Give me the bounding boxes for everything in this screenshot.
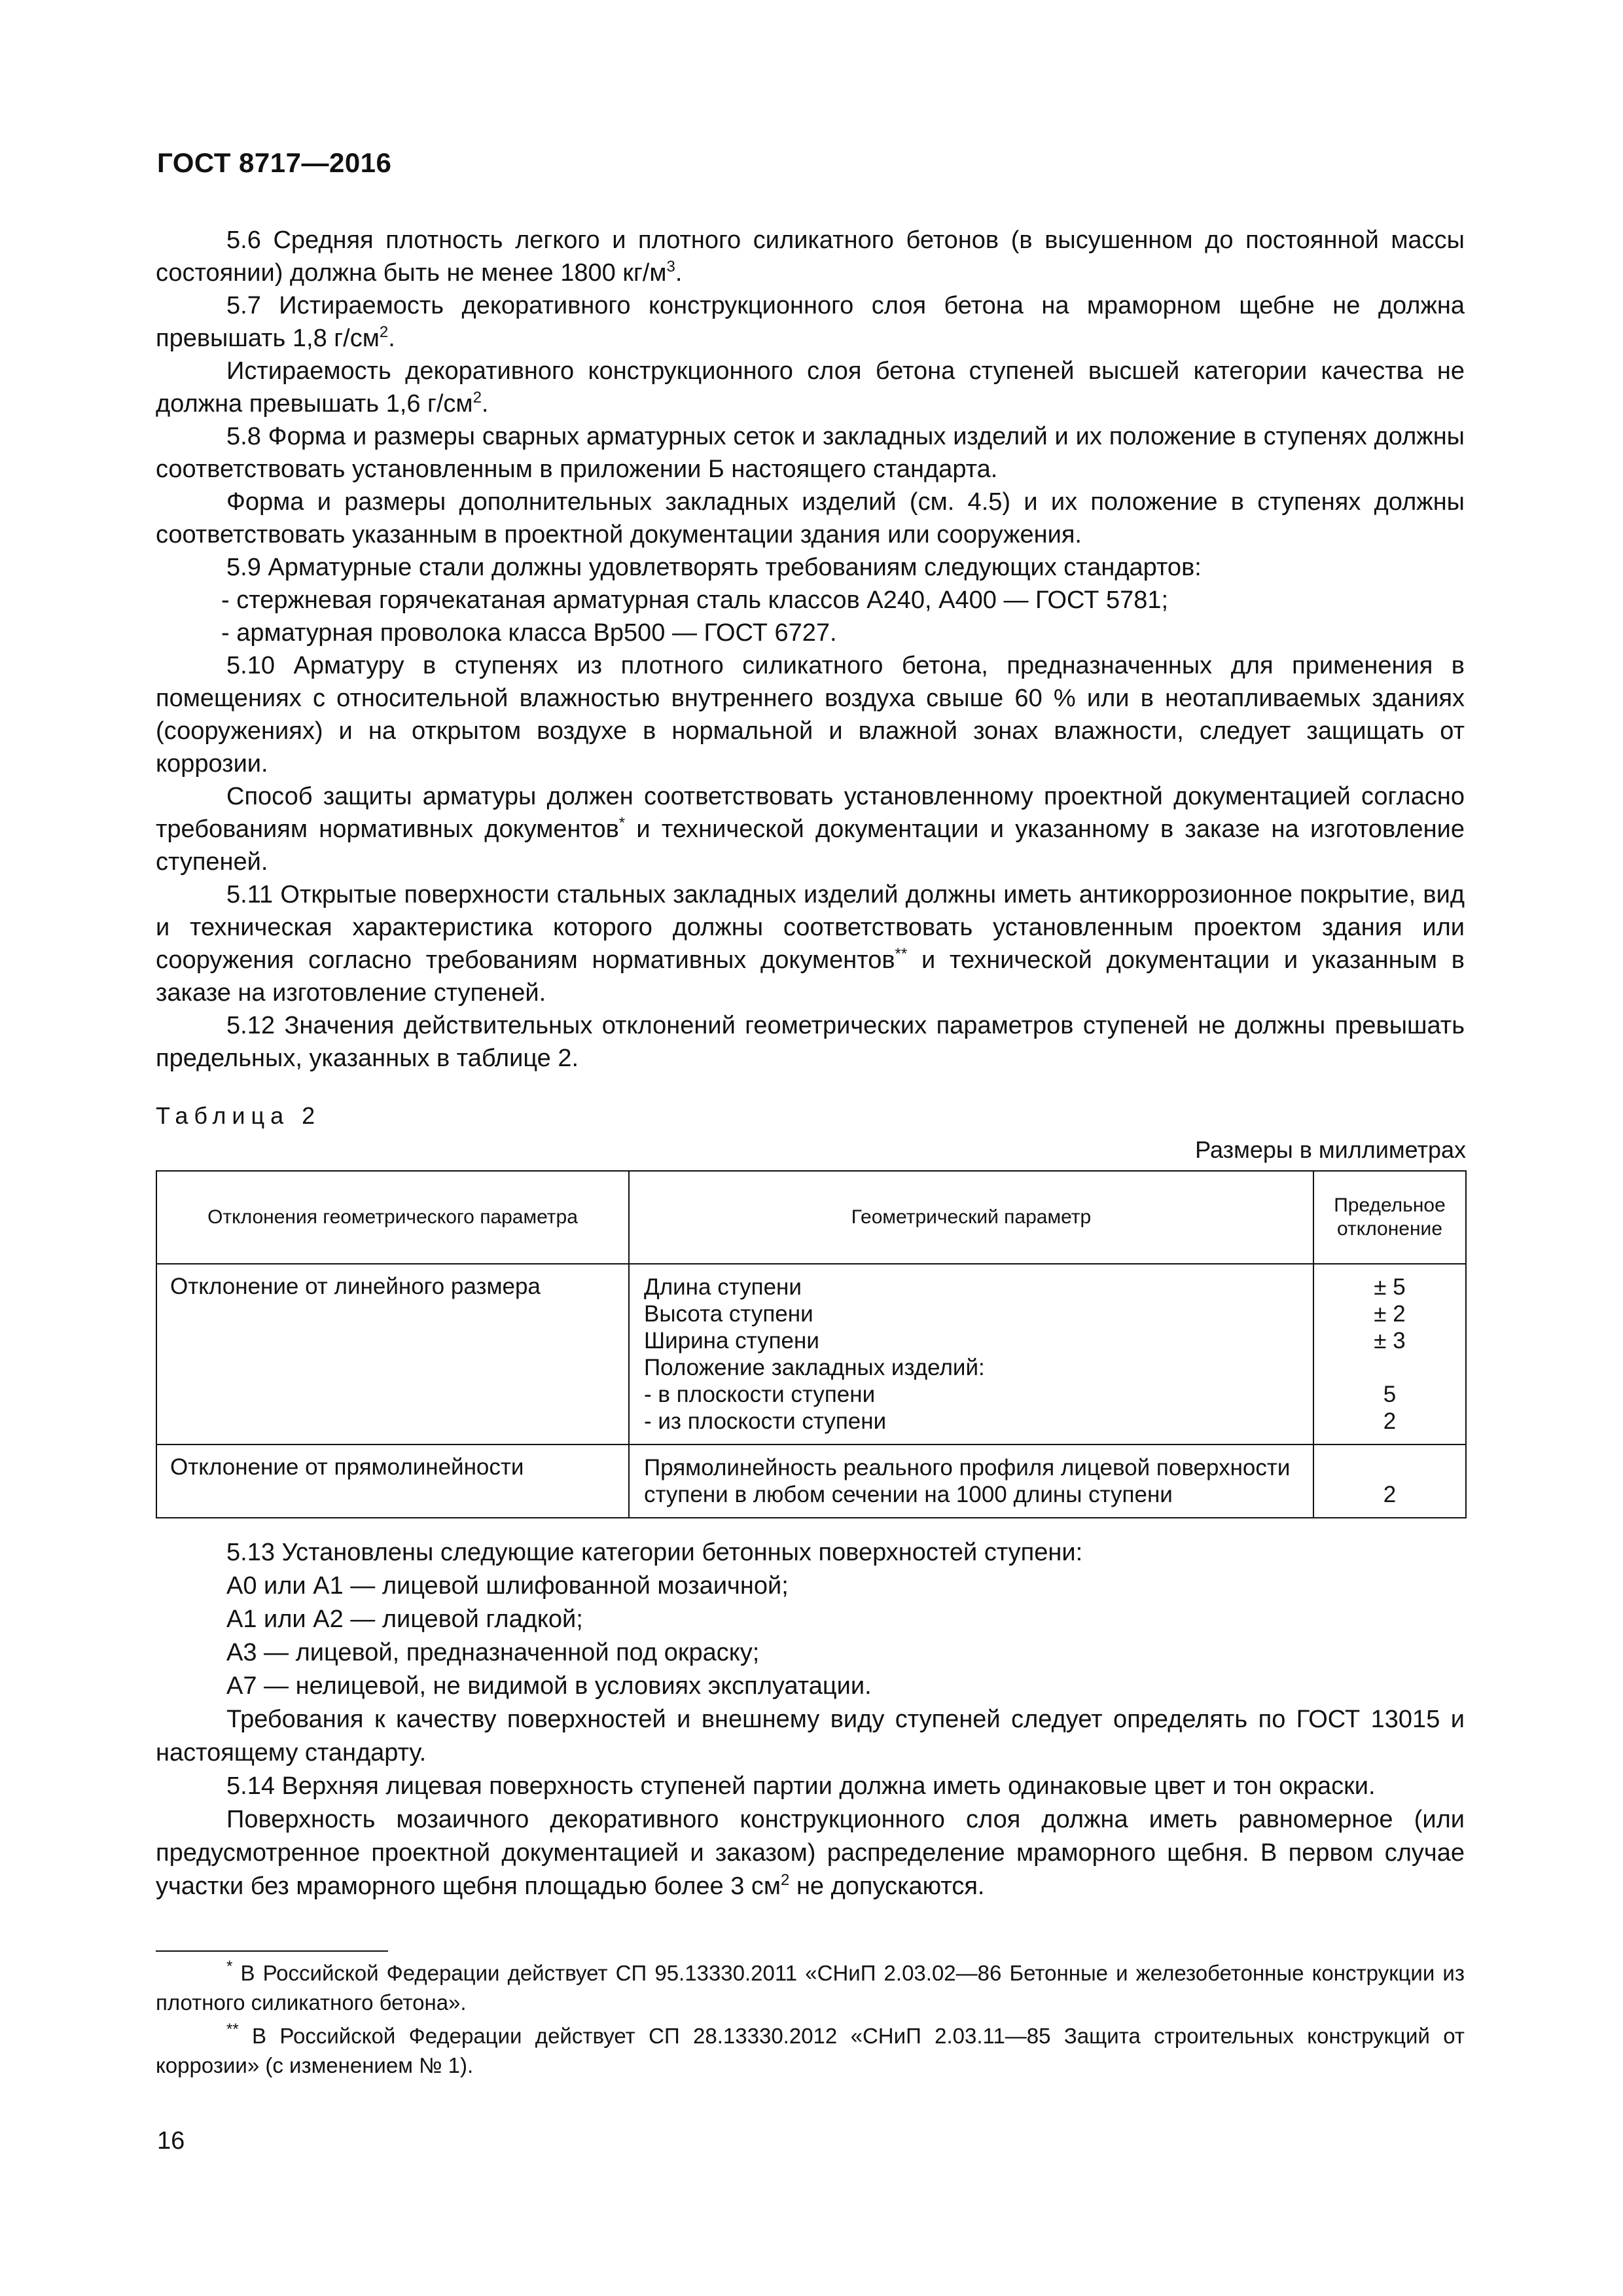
clause-5-14-extra: Поверхность мозаичного декоративного конструкционного слоя должна иметь равномерное (или предусмотренное проектной документацией и заказом) распределение мраморного щебня. В первом случае участки без мраморного щебня площадью более 3 $см^2$ не допускаются. [156, 1806, 1465, 1900]
clause-5-13-item: А1 или А2 — лицевой гладкой; [226, 1605, 583, 1633]
value-line [1321, 1354, 1459, 1381]
clause-5-9-item-1: - стержневая горячекатаная арматурная сталь классов А240, А400 — ГОСТ 5781; [221, 586, 1169, 614]
clause-5-13-extra: Требования к качеству поверхностей и внешнему виду ступеней следует определять по ГОСТ 13015 и настоящему стандарту. [156, 1706, 1465, 1767]
deviations-table [156, 1170, 1467, 1518]
clause-5-13-item: А7 — нелицевой, не видимой в условиях эксплуатации. [226, 1672, 872, 1700]
value-line: 2 [1383, 1482, 1397, 1507]
table-header-row [156, 1171, 1466, 1264]
param-line: Длина ступени [644, 1274, 802, 1300]
clause-5-7-extra: Истираемость декоративного конструкционного слоя бетона ступеней высшей категории качества не должна превышать 1,6 $г/см^2$. [156, 357, 1465, 418]
clauses-block-2 [156, 1536, 1465, 1903]
clauses-block-1 [156, 224, 1465, 1075]
clause-5-13: 5.13 Установлены следующие категории бетонных поверхностей ступени: [226, 1539, 1083, 1566]
clause-5-9: 5.9 Арматурные стали должны удовлетворять требованиям следующих стандартов: [226, 554, 1202, 581]
clause-5-13-item: А3 — лицевой, предназначенной под окраску; [226, 1639, 760, 1666]
clause-5-10: 5.10 Арматуру в ступенях из плотного силикатного бетона, предназначенных для применения в помещениях с относительной влажностью внутреннего воздуха свыше 60 % или в неотапливаемых зданиях (сооружениях) и на открытом воздухе в нормальной и влажной зонах влажности, следует защищать от коррозии. [156, 652, 1465, 778]
clause-5-7: 5.7 Истираемость декоративного конструкционного слоя бетона на мраморном щебне не должна превышать 1,8 $г/см^2$. [156, 292, 1465, 352]
table-caption: Таблица 2 [156, 1102, 321, 1129]
table-row [156, 1264, 1466, 1444]
footnote-1: * В Российской Федерации действует СП 95.13330.2011 «СНиП 2.03.02—86 Бетонные и железобетонные конструкции из плотного силикатного бетона». [156, 1958, 1465, 2015]
table-header-parameter: Геометрический параметр [629, 1171, 1313, 1264]
value-line: ± 3 [1374, 1328, 1406, 1354]
clause-5-10-extra: Способ защиты арматуры должен соответствовать установленному проектной документацией согласно требованиям нормативных документов* и технической документации и указанному в заказе на изготовление ступеней. [156, 783, 1465, 876]
clause-5-11: 5.11 Открытые поверхности стальных закладных изделий должны иметь антикоррозионное покрытие, вид и техническая характеристика которого должны соответствовать установленным проектом здания или сооружения согласно требованиям нормативных документов** и технической документации и указанным в заказе на изготовление ступеней. [156, 881, 1465, 1007]
table-cell-params [629, 1264, 1313, 1444]
table-cell-params: Прямолинейность реального профиля лицевой поверхности ступени в любом сечении на 1000 длины ступени [629, 1444, 1313, 1518]
clause-5-8: 5.8 Форма и размеры сварных арматурных сеток и закладных изделий и их положение в ступенях должны соответствовать установленным в приложении Б настоящего стандарта. [156, 423, 1465, 483]
footnote-2: ** В Российской Федерации действует СП 28.13330.2012 «СНиП 2.03.11—85 Защита строительных конструкций от коррозии» (с изменением № 1). [156, 2020, 1465, 2077]
table-units: Размеры в миллиметрах [1195, 1136, 1466, 1163]
footnotes [156, 1958, 1465, 2084]
param-line: Положение закладных изделий: [644, 1355, 985, 1380]
value-line: 5 [1383, 1382, 1397, 1407]
table-row [156, 1444, 1466, 1518]
clause-5-14: 5.14 Верхняя лицевая поверхность ступеней партии должна иметь одинаковые цвет и тон окраски. [226, 1772, 1376, 1800]
value-line: ± 2 [1374, 1301, 1406, 1327]
clause-5-13-item: А0 или А1 — лицевой шлифованной мозаичной; [226, 1572, 789, 1600]
table-cell-values [1313, 1264, 1466, 1444]
table-cell-values [1313, 1444, 1466, 1518]
param-line: Ширина ступени [644, 1328, 819, 1354]
table-header-deviation: Отклонения геометрического параметра [156, 1171, 629, 1264]
param-line: - из плоскости ступени [644, 1408, 887, 1434]
value-line: ± 5 [1374, 1274, 1406, 1300]
table-cell-group: Отклонение от прямолинейности [156, 1444, 629, 1518]
clause-5-8-extra: Форма и размеры дополнительных закладных изделий (см. 4.5) и их положение в ступенях должны соответствовать указанным в проектной документации здания или сооружения. [156, 488, 1465, 548]
table-cell-group: Отклонение от линейного размера [156, 1264, 629, 1444]
param-line: Высота ступени [644, 1301, 813, 1327]
table-header-limit: Предельное отклонение [1313, 1171, 1466, 1264]
value-line: 2 [1383, 1408, 1397, 1434]
clause-5-6: 5.6 Средняя плотность легкого и плотного силикатного бетонов (в высушенном до постоянной массы состоянии) должна быть не менее 1800 $кг/м^3$. [156, 226, 1465, 287]
param-line: - в плоскости ступени [644, 1382, 876, 1407]
footnote-divider [156, 1950, 388, 1952]
clause-5-12: 5.12 Значения действительных отклонений геометрических параметров ступеней не должны превышать предельных, указанных в таблице 2. [156, 1012, 1465, 1072]
clause-5-9-item-2: - арматурная проволока класса Вр500 — ГОСТ 6727. [221, 619, 837, 647]
document-header: ГОСТ 8717—2016 [157, 147, 392, 178]
page-number: 16 [157, 2127, 185, 2155]
